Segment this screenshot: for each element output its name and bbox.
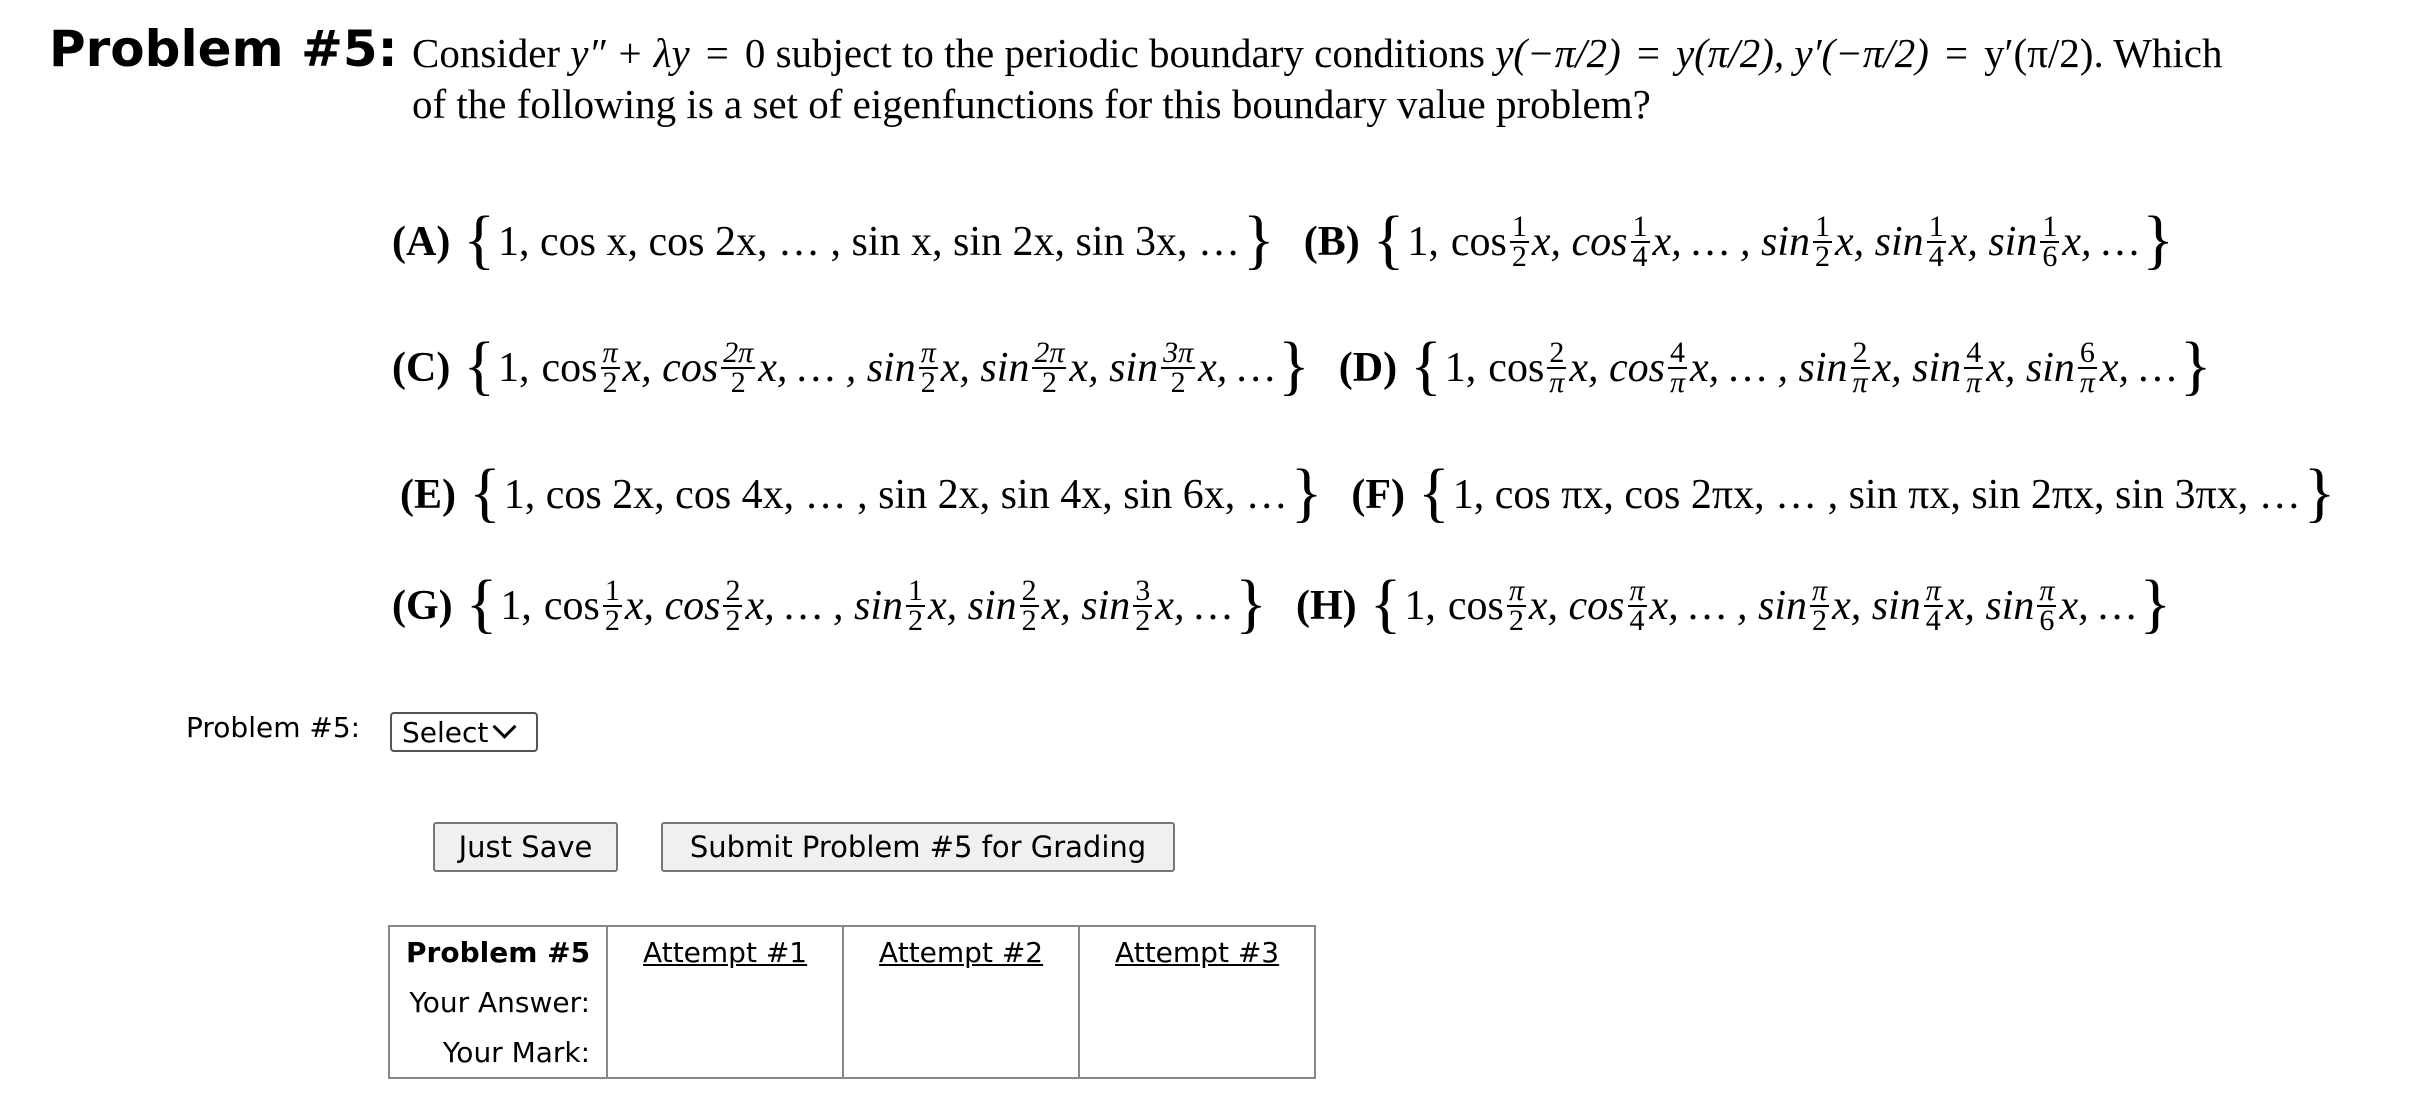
choice-e <box>400 456 1325 529</box>
choice-letter: (D) <box>1338 345 1398 391</box>
problem-title: Problem #5: <box>49 20 398 78</box>
submit-grading-button[interactable]: Submit Problem #5 for Grading <box>661 822 1175 872</box>
fraction: $\frac{1}{2}$ <box>1815 210 1831 273</box>
term: 1, <box>498 345 530 391</box>
term: x, cos <box>624 583 721 629</box>
choice-a <box>392 203 1278 276</box>
term: cos <box>543 583 600 629</box>
equals-sign: = <box>1636 30 1660 76</box>
statement-mid: subject to the periodic boundary conditions <box>775 30 1485 76</box>
problem-statement <box>412 28 2402 130</box>
term: x, sin <box>1948 219 2038 265</box>
choice-row-3 <box>400 455 2364 535</box>
choice-f <box>1351 456 2338 529</box>
left-brace: { <box>463 203 495 276</box>
fraction: $\frac{2\pi}{2}$ <box>723 336 754 399</box>
term: x, … , sin <box>1652 219 1811 265</box>
left-brace: { <box>1369 567 1402 640</box>
choice-letter: (H) <box>1295 583 1357 629</box>
left-brace: { <box>1418 456 1450 529</box>
fraction: $\frac{1}{2}$ <box>907 574 923 637</box>
answer-select[interactable] <box>390 712 538 752</box>
term: x, … <box>1198 345 1276 391</box>
mark-cell <box>843 1027 1079 1078</box>
fraction: $\frac{1}{6}$ <box>2042 210 2058 273</box>
table-row <box>389 1027 1315 1078</box>
term: 1, <box>500 583 532 629</box>
choice-letter: (B) <box>1303 219 1360 265</box>
attempt-1-link[interactable]: Attempt #1 <box>607 926 843 977</box>
fraction: $\frac{2}{\pi}$ <box>1852 336 1868 399</box>
fraction: $\frac{2}{2}$ <box>1021 574 1037 637</box>
right-brace: } <box>1278 329 1310 402</box>
bc1-rhs: y(π/2), <box>1675 30 1785 76</box>
term: 1, <box>1404 583 1436 629</box>
your-mark-label: Your Mark: <box>389 1027 607 1078</box>
term: cos <box>1447 583 1504 629</box>
answer-cell <box>607 977 843 1027</box>
choice-row-2 <box>392 328 2241 408</box>
choice-row-1 <box>392 202 2203 282</box>
fraction: $\frac{2}{\pi}$ <box>1549 336 1565 399</box>
fraction: $\frac{3\pi}{2}$ <box>1163 336 1194 399</box>
answer-cell <box>1079 977 1315 1027</box>
left-brace: { <box>465 567 498 640</box>
fraction: $\frac{3}{2}$ <box>1135 574 1151 637</box>
ode-rhs: 0 <box>744 30 766 76</box>
fraction: $\frac{\pi}{6}$ <box>2039 574 2055 637</box>
left-brace: { <box>469 456 501 529</box>
term: cos <box>1450 219 1507 265</box>
fraction: $\frac{1}{4}$ <box>1632 210 1648 273</box>
fraction: $\frac{2\pi}{2}$ <box>1034 336 1065 399</box>
term: x, sin <box>1041 583 1131 629</box>
choice-b <box>1303 203 2177 276</box>
fraction: $\frac{\pi}{4}$ <box>1629 574 1645 637</box>
statement-prefix: Consider <box>412 30 561 76</box>
term: x, … <box>2099 345 2177 391</box>
choice-row-4 <box>392 566 2200 646</box>
right-brace: } <box>1235 567 1267 640</box>
term: x, cos <box>622 345 719 391</box>
attempts-table <box>388 925 1316 1079</box>
term: x, sin <box>940 345 1030 391</box>
answer-select-value: Select <box>402 715 489 749</box>
attempt-3-link[interactable]: Attempt #3 <box>1079 926 1315 977</box>
bc1-lhs: y(−π/2) <box>1495 30 1621 76</box>
term: x, … , sin <box>1649 583 1808 629</box>
mark-cell <box>1079 1027 1315 1078</box>
right-brace: } <box>1243 203 1275 276</box>
equals-sign: = <box>705 30 729 76</box>
term: 1, <box>1444 345 1477 391</box>
table-header: Problem #5 <box>389 926 607 977</box>
answer-label: Problem #5: <box>186 711 361 744</box>
term: x, … <box>1155 583 1233 629</box>
fraction: $\frac{\pi}{2}$ <box>602 336 618 399</box>
term: x, sin <box>927 583 1017 629</box>
choice-letter: (G) <box>392 583 453 629</box>
fraction: $\frac{6}{\pi}$ <box>2079 336 2095 399</box>
fraction: $\frac{4}{\pi}$ <box>1669 336 1685 399</box>
choice-e-set: 1, cos 2x, cos 4x, … , sin 2x, sin 4x, sin 6x, … <box>503 472 1288 518</box>
right-brace: } <box>2139 567 2172 640</box>
bc2-lhs: y′(−π/2) <box>1794 30 1929 76</box>
term: x, … <box>2059 583 2137 629</box>
term: x, sin <box>1945 583 2035 629</box>
fraction: $\frac{4}{\pi}$ <box>1966 336 1982 399</box>
right-brace: } <box>2303 456 2336 529</box>
table-row <box>389 926 1315 977</box>
ode-lhs: y″ + λy <box>570 30 690 76</box>
term: x, … <box>2062 219 2140 265</box>
fraction: $\frac{\pi}{2}$ <box>1812 574 1828 637</box>
left-brace: { <box>1410 329 1442 402</box>
term: x, sin <box>1069 345 1159 391</box>
your-answer-label: Your Answer: <box>389 977 607 1027</box>
term: 1, <box>1407 219 1439 265</box>
bc2-rhs: y′(π/2). Which <box>1984 30 2223 76</box>
term: cos <box>541 345 598 391</box>
term: cos <box>1488 345 1545 391</box>
fraction: $\frac{1}{2}$ <box>1511 210 1527 273</box>
just-save-button[interactable]: Just Save <box>433 822 618 872</box>
left-brace: { <box>463 329 495 402</box>
term: x, sin <box>1832 583 1921 629</box>
term: x, cos <box>1528 583 1625 629</box>
fraction: $\frac{1}{2}$ <box>604 574 620 637</box>
term: x, sin <box>1986 345 2075 391</box>
choice-g <box>392 567 1270 640</box>
choice-h <box>1295 567 2174 640</box>
mark-cell <box>607 1027 843 1078</box>
term: x, sin <box>1872 345 1962 391</box>
term: x, cos <box>1531 219 1628 265</box>
choice-c <box>392 329 1313 402</box>
choice-letter: (F) <box>1351 472 1406 518</box>
equals-sign: = <box>1944 30 1969 76</box>
left-brace: { <box>1372 203 1405 276</box>
statement-line2: of the following is a set of eigenfunctions for this boundary value problem? <box>412 81 1651 127</box>
table-row <box>389 977 1315 1027</box>
fraction: $\frac{2}{2}$ <box>725 574 741 637</box>
term: x, … , sin <box>745 583 903 629</box>
choice-letter: (A) <box>392 219 451 265</box>
choice-letter: (C) <box>392 345 451 391</box>
right-brace: } <box>1290 456 1323 529</box>
term: x, … , sin <box>1690 345 1848 391</box>
attempt-2-link[interactable]: Attempt #2 <box>843 926 1079 977</box>
term: x, … , sin <box>758 345 916 391</box>
choice-a-set: 1, cos x, cos 2x, … , sin x, sin 2x, sin 3x, … <box>498 219 1241 265</box>
answer-cell <box>843 977 1079 1027</box>
fraction: $\frac{\pi}{2}$ <box>1508 574 1524 637</box>
fraction: $\frac{1}{4}$ <box>1928 210 1944 273</box>
choice-f-set: 1, cos πx, cos 2πx, … , sin πx, sin 2πx, sin 3πx, … <box>1452 472 2301 518</box>
choice-letter: (E) <box>400 472 456 518</box>
right-brace: } <box>2179 329 2212 402</box>
fraction: $\frac{\pi}{4}$ <box>1925 574 1941 637</box>
right-brace: } <box>2142 203 2175 276</box>
fraction: $\frac{\pi}{2}$ <box>920 336 936 399</box>
choice-d <box>1338 329 2215 402</box>
chevron-down-icon <box>493 714 517 738</box>
term: x, sin <box>1835 219 1924 265</box>
term: x, cos <box>1569 345 1665 391</box>
